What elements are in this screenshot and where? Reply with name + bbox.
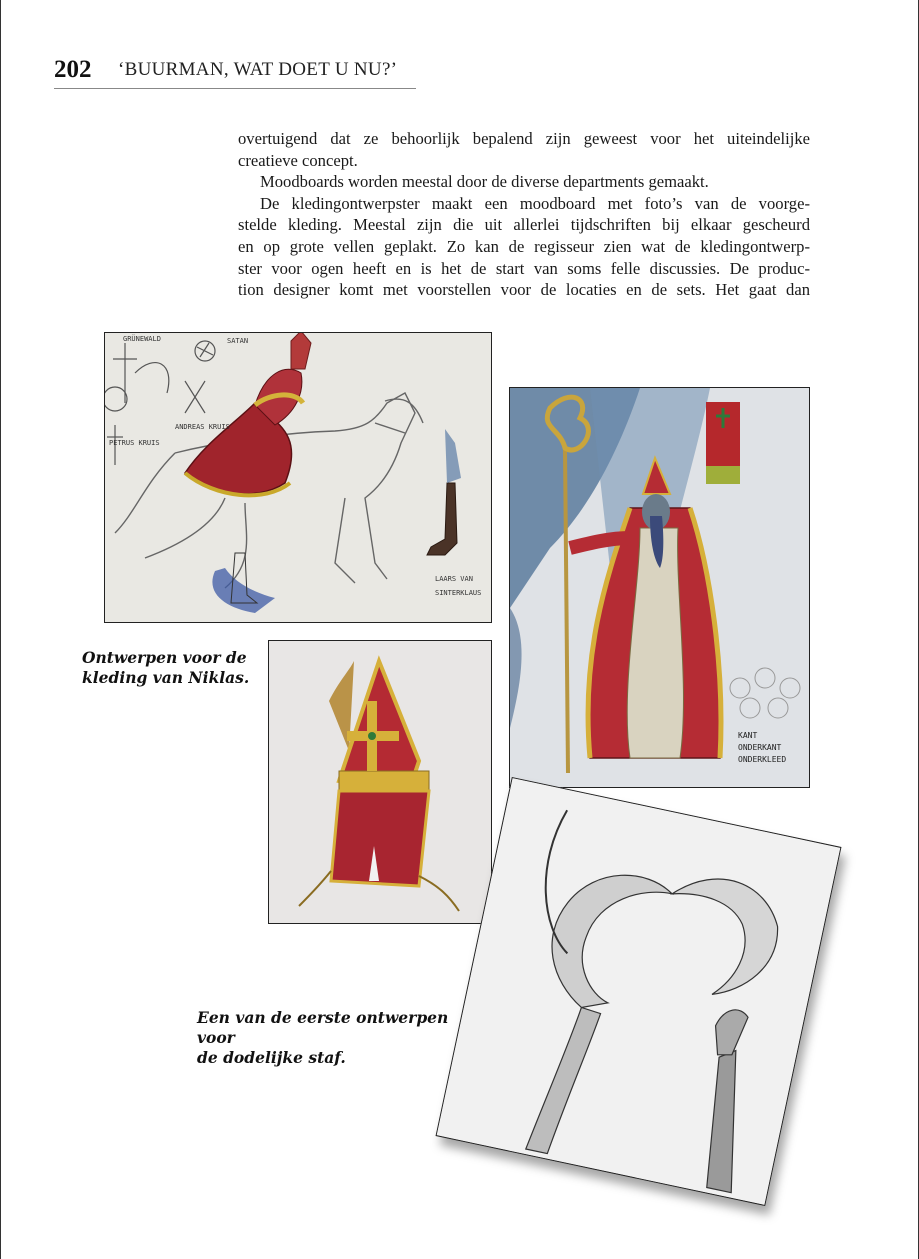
body-line: creatieve concept. — [238, 150, 358, 170]
sketch-label-satan: SATAN — [227, 337, 249, 345]
staff-pencil-drawing — [437, 778, 841, 1205]
running-header — [54, 56, 416, 90]
body-line: overtuigend dat ze behoorlijk bepalend zijn geweest voor het uiteindelijke — [238, 129, 810, 148]
sketch-label-andreas: ANDREAS KRUIS — [175, 423, 230, 431]
sketch-label-sinterklaus: SINTERKLAUS — [435, 589, 482, 597]
mitre-drawing — [269, 641, 491, 923]
sketch-label-laars: LAARS VAN — [435, 575, 473, 583]
caption-niklas-line: kleding van Niklas. — [82, 668, 250, 687]
horse-rider-sketch — [104, 332, 492, 623]
caption-staf — [197, 1008, 467, 1068]
body-line: stelde kleding. Meestal zijn die uit allerlei tijdschriften bij elkaar gescheurd — [238, 215, 810, 235]
mitre-painting — [268, 640, 492, 924]
staff-drawing-frame — [436, 777, 842, 1206]
sketch-label-onderkleed: ONDERKLEED — [738, 755, 787, 764]
header-rule — [54, 88, 416, 89]
sketch-label-onderkant: ONDERKANT — [738, 743, 782, 752]
caption-staf-line: de dodelijke staf. — [197, 1048, 346, 1067]
saint-watercolor — [509, 387, 810, 788]
page-number: 202 — [54, 56, 92, 83]
sketch-label-kant: KANT — [738, 731, 758, 740]
body-line: en op grote vellen geplakt. Zo kan de regisseur zien wat de kledingontwerp- — [238, 236, 810, 256]
body-line: ster voor ogen heeft en is het de start van soms felle discussies. De produc- — [238, 258, 810, 278]
body-text — [238, 128, 810, 301]
horse-rider-drawing — [105, 333, 491, 622]
caption-staf-line: Een van de eerste ontwerpen voor — [197, 1008, 449, 1047]
sketch-label-grunewald: GRÜNEWALD — [123, 335, 161, 343]
body-line: tion designer komt met voorstellen voor de locaties en de sets. Het gaat dan — [238, 280, 810, 300]
body-line: De kledingontwerpster maakt een moodboard met foto’s van de voorge- — [260, 193, 810, 213]
running-title: ‘BUURMAN, WAT DOET U NU?’ — [118, 59, 398, 80]
saint-drawing — [510, 388, 809, 787]
body-line: Moodboards worden meestal door de diverse departments gemaakt. — [260, 172, 709, 192]
caption-niklas — [82, 648, 262, 688]
page-border-left — [0, 0, 1, 1259]
caption-niklas-line: Ontwerpen voor de — [82, 648, 247, 667]
sketch-label-petrus: PETRUS KRUIS — [109, 439, 160, 447]
